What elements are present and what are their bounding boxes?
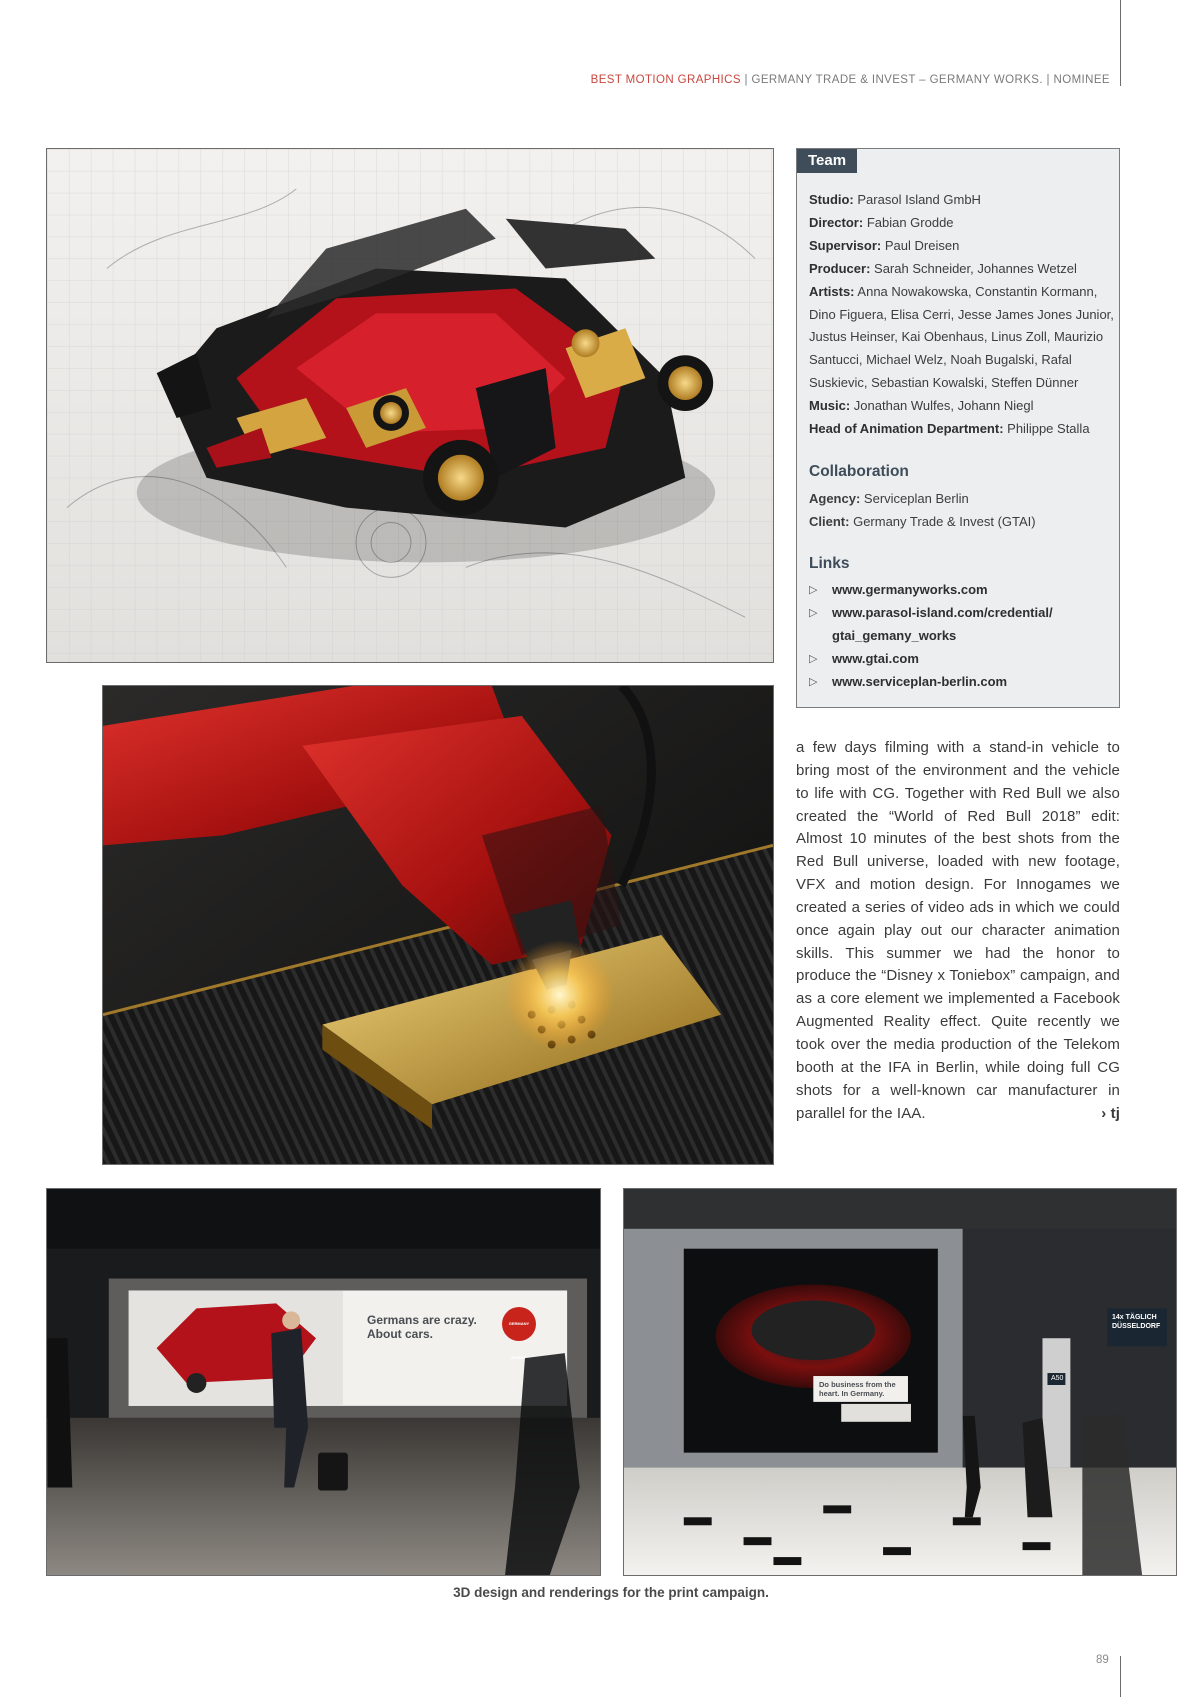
flight-sign: 14x TÄGLICH DÜSSELDORF	[1112, 1314, 1161, 1330]
credit-artists: Artists: Anna Nowakowska, Constantin Kormann, Dino Figuera, Elisa Cerri, Jesse James Jones Junior, Justus Heinser, Kai Obenhaus, Linus Zoll, Maurizio Santucci, Michael Welz, Noah Bugalski, Rafal Suskievic, Sebastian Kowalski, Steffen Dünner	[809, 283, 1114, 391]
link-item[interactable]: ▷ www.gtai.com	[809, 648, 1114, 671]
link-item[interactable]: ▷ www.parasol-island.com/credential/ gtai_gemany_works	[809, 602, 1114, 648]
header-rest: | GERMANY TRADE & INVEST – GERMANY WORKS. | NOMINEE	[740, 74, 1110, 86]
links-heading: Links	[809, 555, 850, 572]
billboard-headline: Germans are crazy. About cars.	[367, 1313, 477, 1341]
car-exploded-image	[46, 148, 774, 663]
link-item[interactable]: ▷ www.germanyworks.com	[809, 579, 1114, 602]
credit-head-of-animation: Head of Animation Department: Philippe Stalla	[809, 421, 1090, 437]
credit-studio: Studio: Parasol Island GmbH	[809, 192, 981, 207]
credits-list	[809, 189, 1114, 441]
page-number: 89	[1096, 1654, 1109, 1666]
links-list	[809, 579, 1114, 694]
collab-agency: Agency: Serviceplan Berlin	[809, 491, 969, 506]
wall-headline: Do business from the heart. In Germany.	[819, 1380, 896, 1398]
author-sign: › tj	[1101, 1104, 1120, 1122]
running-header	[591, 74, 1110, 86]
footer-rule	[1120, 1656, 1121, 1697]
robot-arm-image	[102, 685, 774, 1165]
collaboration-heading: Collaboration	[809, 463, 909, 480]
video-wall-photo	[623, 1188, 1177, 1576]
link-item[interactable]: ▷ www.serviceplan-berlin.com	[809, 671, 1114, 694]
gate-sign: A50	[1051, 1375, 1064, 1382]
credit-director: Director: Fabian Grodde	[809, 214, 954, 230]
team-credits-box	[796, 148, 1120, 708]
credit-supervisor: Supervisor: Paul Dreisen	[809, 237, 960, 253]
triangle-bullet-icon: ▷	[809, 584, 818, 596]
triangle-bullet-icon: ▷	[809, 652, 818, 665]
triangle-bullet-icon: ▷	[809, 675, 818, 688]
credit-music: Music: Jonathan Wulfes, Johann Niegl	[809, 398, 1034, 414]
collab-client: Client: Germany Trade & Invest (GTAI)	[809, 513, 1036, 529]
header-category: BEST MOTION GRAPHICS	[590, 74, 741, 86]
billboard-car-photo	[46, 1188, 601, 1576]
credit-producer: Producer: Sarah Schneider, Johannes Wetzel	[809, 260, 1077, 276]
header-rule	[1120, 0, 1121, 86]
collaboration-list	[809, 488, 1114, 534]
germany-works-badge: GERMANY WORKS.	[502, 1307, 536, 1341]
team-tag: Team	[797, 149, 857, 173]
article-body	[796, 737, 1120, 1125]
figure-caption: 3D design and renderings for the print campaign.	[453, 1585, 769, 1600]
triangle-bullet-icon: ▷	[809, 606, 818, 619]
article-paragraph: a few days filming with a stand-in vehicle to bring most of the environment and the vehicle to life with CG. Together with Red Bull we also created the “World of Red Bull 2018” edit: Almost 10 minutes of the best shots from the Red Bull universe, loaded with new footage, VFX and motion design. For Innogames we created a series of video ads in which we could once again play out our character animation skills. This summer we had the honor to produce the “Disney x Toniebox” campaign, and as a core element we implemented a Facebook Augmented Reality effect. Quite recently we took over the media production of the Telekom booth at the IFA in Berlin, while doing full CG shots for a well-known car manufacturer in parallel for the IAA.	[796, 739, 1120, 1122]
